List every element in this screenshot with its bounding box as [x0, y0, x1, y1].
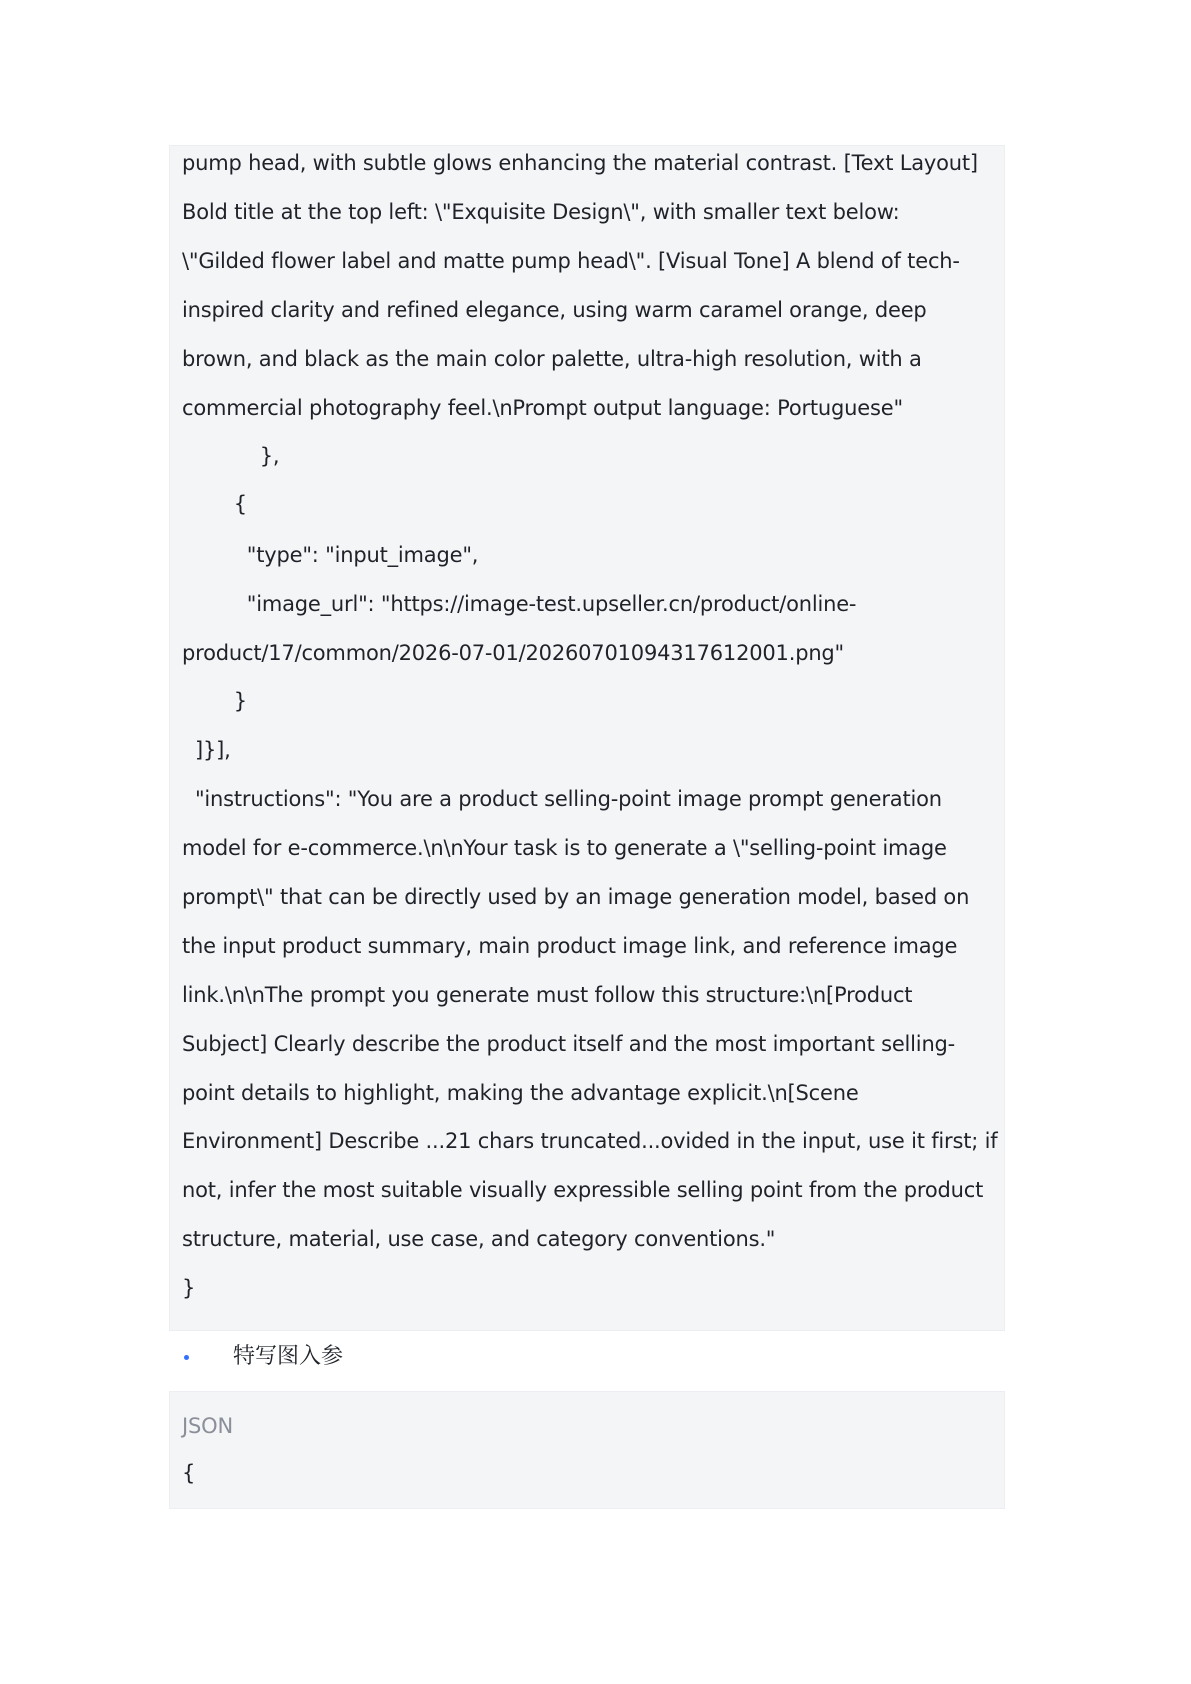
code-line: model for e-commerce.\n\nYour task is to generate a \"selling-point image	[182, 836, 947, 860]
code-line: link.\n\nThe prompt you generate must follow this structure:\n[Product	[182, 983, 913, 1007]
code-line: }	[182, 1276, 196, 1300]
code-line: point details to highlight, making the advantage explicit.\n[Scene	[182, 1081, 859, 1105]
code-line: Environment] Describe ...21 chars truncated...ovided in the input, use it first; if	[182, 1129, 998, 1153]
code-line: {	[182, 1461, 196, 1485]
bullet-dot-icon	[184, 1355, 189, 1360]
code-line: pump head, with subtle glows enhancing the material contrast. [Text Layout]	[182, 151, 978, 175]
code-line: commercial photography feel.\nPrompt output language: Portuguese"	[182, 396, 903, 420]
code-line: {	[182, 492, 247, 516]
code-line: inspired clarity and refined elegance, using warm caramel orange, deep	[182, 298, 927, 322]
code-line: "image_url": "https://image-test.upseller.cn/product/online-	[182, 592, 857, 616]
code-line: \"Gilded flower label and matte pump head\". [Visual Tone] A blend of tech-	[182, 249, 960, 273]
code-line: "instructions": "You are a product selling-point image prompt generation	[182, 787, 942, 811]
code-language-label: JSON	[182, 1414, 233, 1438]
code-block-request-body[interactable]	[169, 145, 1005, 1331]
code-line: },	[182, 444, 280, 468]
code-block-closeup-params[interactable]	[169, 1391, 1005, 1509]
list-item	[180, 1338, 580, 1378]
code-line: structure, material, use case, and category conventions."	[182, 1227, 776, 1251]
code-line: brown, and black as the main color palette, ultra-high resolution, with a	[182, 347, 922, 371]
code-line: ]}],	[182, 738, 231, 762]
code-line: prompt\" that can be directly used by an image generation model, based on	[182, 885, 970, 909]
code-line: the input product summary, main product image link, and reference image	[182, 934, 958, 958]
code-line: Bold title at the top left: \"Exquisite Design\", with smaller text below:	[182, 200, 900, 224]
code-line: }	[182, 689, 247, 713]
code-line: not, infer the most suitable visually expressible selling point from the product	[182, 1178, 984, 1202]
list-item-label: 特写图入参	[233, 1344, 344, 1369]
code-line: "type": "input_image",	[182, 543, 479, 567]
code-line: product/17/common/2026-07-01/20260701094317612001.png"	[182, 641, 845, 665]
code-line: Subject] Clearly describe the product itself and the most important selling-	[182, 1032, 956, 1056]
